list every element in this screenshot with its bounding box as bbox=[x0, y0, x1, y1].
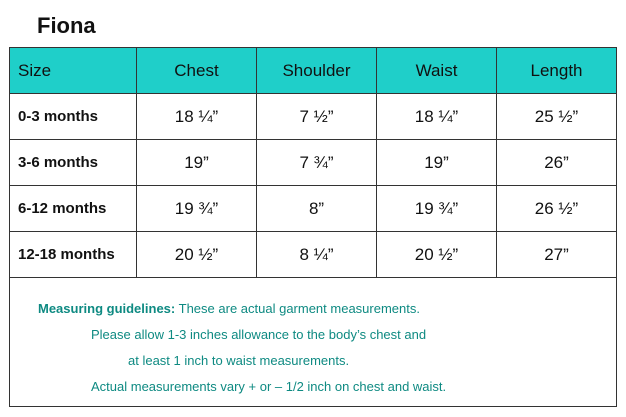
size-label: 0-3 months bbox=[10, 94, 137, 140]
header-size: Size bbox=[10, 48, 137, 94]
size-label: 6-12 months bbox=[10, 186, 137, 232]
length-value: 26 ½” bbox=[497, 186, 617, 232]
length-value: 25 ½” bbox=[497, 94, 617, 140]
waist-value: 20 ½” bbox=[377, 232, 497, 278]
chest-value: 18 ¼” bbox=[137, 94, 257, 140]
header-waist: Waist bbox=[377, 48, 497, 94]
size-chart-table bbox=[9, 47, 617, 407]
measuring-guidelines-box bbox=[10, 278, 617, 407]
waist-value: 19” bbox=[377, 140, 497, 186]
guideline-line-3: at least 1 inch to waist measurements. bbox=[128, 353, 350, 368]
size-label: 12-18 months bbox=[10, 232, 137, 278]
waist-value: 18 ¼” bbox=[377, 94, 497, 140]
header-chest: Chest bbox=[137, 48, 257, 94]
guideline-line-2: Please allow 1-3 inches allowance to the body’s chest and bbox=[91, 327, 427, 342]
chest-value: 19 ¾” bbox=[137, 186, 257, 232]
shoulder-value: 7 ¾” bbox=[257, 140, 377, 186]
notes-row bbox=[10, 278, 617, 407]
length-value: 26” bbox=[497, 140, 617, 186]
table-row bbox=[10, 140, 617, 186]
shoulder-value: 8 ¼” bbox=[257, 232, 377, 278]
guideline-text-1: These are actual garment measurements. bbox=[178, 301, 420, 316]
table-row bbox=[10, 232, 617, 278]
guidelines-heading: Measuring guidelines: bbox=[38, 301, 176, 316]
shoulder-value: 7 ½” bbox=[257, 94, 377, 140]
length-value: 27” bbox=[497, 232, 617, 278]
guideline-line-4: Actual measurements vary + or – 1/2 inch on chest and waist. bbox=[91, 379, 447, 394]
size-label: 3-6 months bbox=[10, 140, 137, 186]
table-row bbox=[10, 94, 617, 140]
waist-value: 19 ¾” bbox=[377, 186, 497, 232]
guideline-line-1 bbox=[10, 296, 616, 322]
page-title: Fiona bbox=[37, 13, 96, 38]
header-length: Length bbox=[497, 48, 617, 94]
table-header-row bbox=[10, 48, 617, 94]
chest-value: 20 ½” bbox=[137, 232, 257, 278]
header-shoulder: Shoulder bbox=[257, 48, 377, 94]
chest-value: 19” bbox=[137, 140, 257, 186]
table-row bbox=[10, 186, 617, 232]
measuring-guidelines bbox=[10, 278, 616, 400]
shoulder-value: 8” bbox=[257, 186, 377, 232]
